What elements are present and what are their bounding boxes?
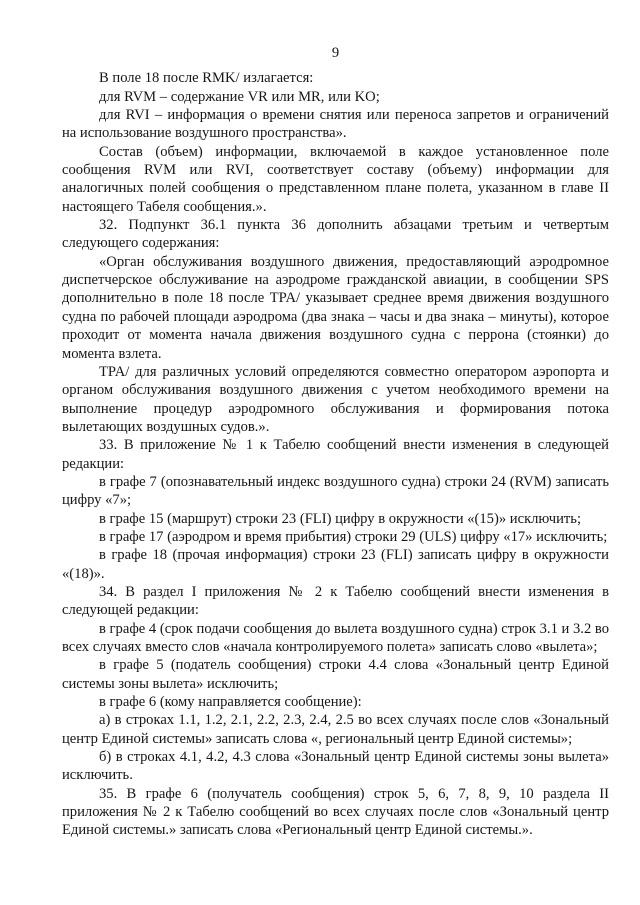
paragraph-tpa: TPA/ для различных условий определяются совместно оператором аэропорта и органом обслуживания воздушного движения с учетом необходимого времени на выполнение процедур аэродромного обслуживания и формирования потока вылетающих воздушных судов.». xyxy=(62,363,609,435)
paragraph-subitem-a: а) в строках 1.1, 1.2, 2.1, 2.2, 2.3, 2.4, 2.5 во всех случаях после слов «Зональный центр Единой системы» записать слова «, региональный центр Единой системы»; xyxy=(62,712,609,747)
paragraph-column-17: в графе 17 (аэродром и время прибытия) строки 29 (ULS) цифру «17» исключить; xyxy=(99,528,608,545)
paragraph-field18-intro: В поле 18 после RMK/ излагается: xyxy=(99,70,314,87)
paragraph-item-33: 33. В приложение № 1 к Табелю сообщений внести изменения в следующей редакции: xyxy=(62,437,609,472)
paragraph-item-32: 32. Подпункт 36.1 пункта 36 дополнить абзацами третьим и четвертым следующего содержания: xyxy=(62,217,609,252)
paragraph-atc-unit: «Орган обслуживания воздушного движения, предоставляющий аэродромное диспетчерское обслуживание на аэродроме гражданской авиации, в сообщении SPS дополнительно в поле 18 после TPA/ указывает среднее время движения воздушного судна по рабочей площади аэродрома (два знака – часы и два знака – минуты), которое проходит от момента начала движения воздушного судна с перрона (стоянки) до момента взлета. xyxy=(62,253,609,362)
paragraph-column-6: в графе 6 (кому направляется сообщение): xyxy=(99,694,362,711)
paragraph-item-34: 34. В раздел I приложения № 2 к Табелю сообщений внести изменения в следующей редакции: xyxy=(62,583,609,619)
paragraph-rvi: для RVI – информация о времени снятия или переноса запретов и ограничений на использование воздушного пространства». xyxy=(62,107,609,142)
paragraph-composition: Состав (объем) информации, включаемой в каждое установленное поле сообщения RVM или RVI, соответствует составу (объему) информации для аналогичных полей сообщения о представленном плане полета, указанном в главе II настоящего Табеля сообщения.». xyxy=(62,143,609,215)
document-page xyxy=(62,44,609,840)
page-number: 9 xyxy=(331,45,340,61)
paragraph-column-5: в графе 5 (податель сообщения) строки 4.4 слова «Зональный центр Единой системы зоны вылета» исключить; xyxy=(62,657,609,692)
paragraph-column-15: в графе 15 (маршрут) строки 23 (FLI) цифру в окружности «(15)» исключить; xyxy=(99,510,582,527)
paragraph-subitem-b: б) в строках 4.1, 4.2, 4.3 слова «Зональный центр Единой системы зоны вылета» исключить. xyxy=(62,749,609,784)
paragraph-column-4: в графе 4 (срок подачи сообщения до вылета воздушного судна) строк 3.1 и 3.2 во всех случаях вместо слов «начала контролируемого полета» записать слово «вылета»; xyxy=(62,620,609,655)
paragraph-item-35: 35. В графе 6 (получатель сообщения) строк 5, 6, 7, 8, 9, 10 раздела II приложения № 2 к Табелю сообщений во всех случаях после слов «Зональный центр Единой системы.» записать слова «Региональный центр Единой системы.». xyxy=(62,785,609,839)
paragraph-column-7: в графе 7 (опознавательный индекс воздушного судна) строки 24 (RVM) записать цифру «7»; xyxy=(62,473,609,509)
paragraph-column-18: в графе 18 (прочая информация) строки 23 (FLI) записать цифру в окружности «(18)». xyxy=(62,547,609,582)
paragraph-rvm: для RVM – содержание VR или MR, или KO; xyxy=(99,88,380,105)
